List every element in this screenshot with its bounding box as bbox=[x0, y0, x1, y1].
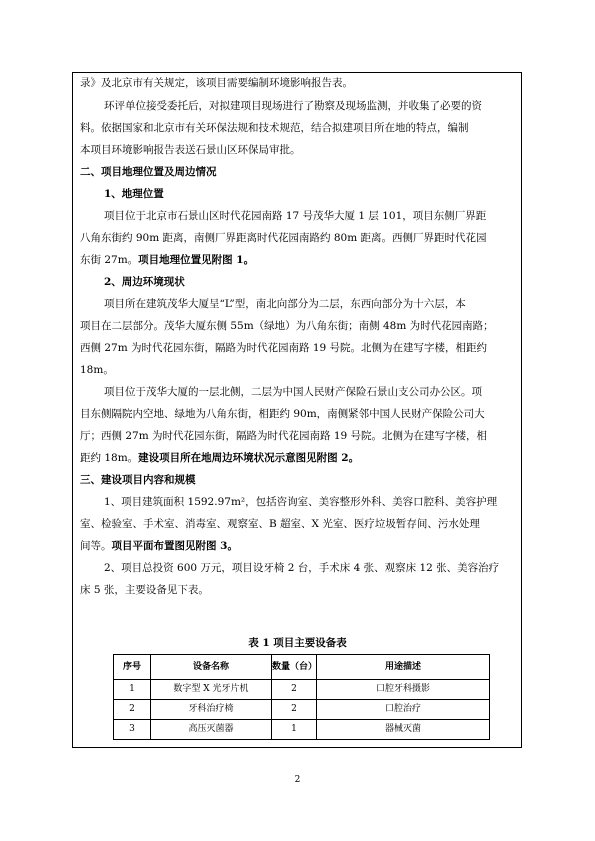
cell-quantity: 2 bbox=[272, 700, 317, 720]
cell-device-name: 牙科治疗椅 bbox=[151, 700, 272, 720]
text-line: 2、项目总投资 600 万元，项目设牙椅 2 台，手术床 4 张、观察床 12 张、美容治疗 bbox=[104, 562, 500, 574]
cell-purpose: 口腔治疗 bbox=[317, 700, 490, 720]
header-index: 序号 bbox=[114, 655, 151, 680]
text-line: 床 5 张，主要设备见下表。 bbox=[80, 584, 209, 596]
text-line: 项目在二层部分。茂华大厦东侧 55m（绿地）为八角东街；南侧 48m 为时代花园南路； bbox=[80, 320, 494, 332]
text-line: 项目位于北京市石景山区时代花园南路 17 号茂华大厦 1 层 101，项目东侧厂界距 bbox=[104, 210, 487, 222]
cell-quantity: 2 bbox=[272, 680, 317, 700]
text-line bbox=[80, 451, 516, 465]
section-heading: 三、建设项目内容和规模 bbox=[80, 474, 196, 486]
page-number: 2 bbox=[294, 775, 301, 785]
bold-text-span: 项目平面布置图见附图 3。 bbox=[111, 540, 238, 552]
text-line: 八角东街约 90m 距离，南侧厂界距离时代花园南路约 80m 距离。西侧厂界距时代花园 bbox=[80, 232, 487, 244]
table-caption: 表 1 项目主要设备表 bbox=[248, 637, 347, 649]
text-line: 料。依据国家和北京市有关环保法规和技术规范，结合拟建项目所在地的特点，编制 bbox=[80, 122, 469, 134]
text-span: 间等。 bbox=[80, 540, 112, 552]
header-quantity: 数量（台） bbox=[272, 655, 317, 680]
cell-device-name: 高压灭菌器 bbox=[151, 720, 272, 740]
text-line: 厅；西侧 27m 为时代花园东街，隔路为时代花园南路 19 号院。北侧为在建写字楼，相 bbox=[80, 430, 488, 442]
cell-purpose: 器械灭菌 bbox=[317, 720, 490, 740]
subsection-heading: 2、周边环境现状 bbox=[104, 276, 185, 288]
text-line: 1、项目建筑面积 1592.97m²，包括咨询室、美容整形外科、美容口腔科、美容护理 bbox=[104, 496, 498, 508]
text-line: 项目所在建筑茂华大厦呈“L”型，南北向部分为二层，东西向部分为十六层，本 bbox=[104, 298, 466, 310]
text-line: 西侧 27m 为时代花园东街，隔路为时代花园南路 19 号院。北侧为在建写字楼，相距约 bbox=[80, 342, 488, 354]
equipment-table bbox=[113, 654, 490, 740]
cell-purpose: 口腔牙科摄影 bbox=[317, 680, 490, 700]
cell-quantity: 1 bbox=[272, 720, 317, 740]
table-row bbox=[114, 700, 490, 720]
header-purpose: 用途描述 bbox=[317, 655, 490, 680]
cell-device-name: 数字型 X 光牙片机 bbox=[151, 680, 272, 700]
table-row bbox=[114, 720, 490, 740]
text-line: 室、检验室、手术室、消毒室、观察室、B 超室、X 光室、医疗垃圾暂存间、污水处理 bbox=[80, 518, 480, 530]
cell-index: 1 bbox=[114, 680, 151, 700]
table-row bbox=[114, 680, 490, 700]
text-line: 录》及北京市有关规定，该项目需要编制环境影响报告表。 bbox=[80, 77, 353, 89]
cell-index: 2 bbox=[114, 700, 151, 720]
section-heading: 二、项目地理位置及周边情况 bbox=[80, 166, 217, 178]
text-line bbox=[80, 539, 516, 553]
text-line: 目东侧隔院内空地、绿地为八角东街，相距约 90m，南侧紧邻中国人民财产保险公司大 bbox=[80, 408, 485, 420]
cell-index: 3 bbox=[114, 720, 151, 740]
bold-text-span: 项目地理位置见附图 1。 bbox=[138, 254, 255, 266]
text-line: 本项目环境影响报告表送石景山区环保局审批。 bbox=[80, 144, 301, 156]
text-line: 项目位于茂华大厦的一层北侧，二层为中国人民财产保险石景山支公司办公区。项 bbox=[104, 386, 482, 398]
text-line: 环评单位接受委托后，对拟建项目现场进行了勘察及现场监测，并收集了必要的资 bbox=[104, 100, 482, 112]
text-span: 距约 18m。 bbox=[80, 452, 139, 464]
text-span: 东街 27m。 bbox=[80, 254, 139, 266]
header-device-name: 设备名称 bbox=[151, 655, 272, 680]
text-line bbox=[80, 253, 516, 267]
text-line: 18m。 bbox=[80, 364, 114, 376]
bold-text-span: 建设项目所在地周边环境状况示意图见附图 2。 bbox=[138, 452, 360, 464]
table-header-row bbox=[114, 655, 490, 680]
subsection-heading: 1、地理位置 bbox=[104, 188, 164, 200]
